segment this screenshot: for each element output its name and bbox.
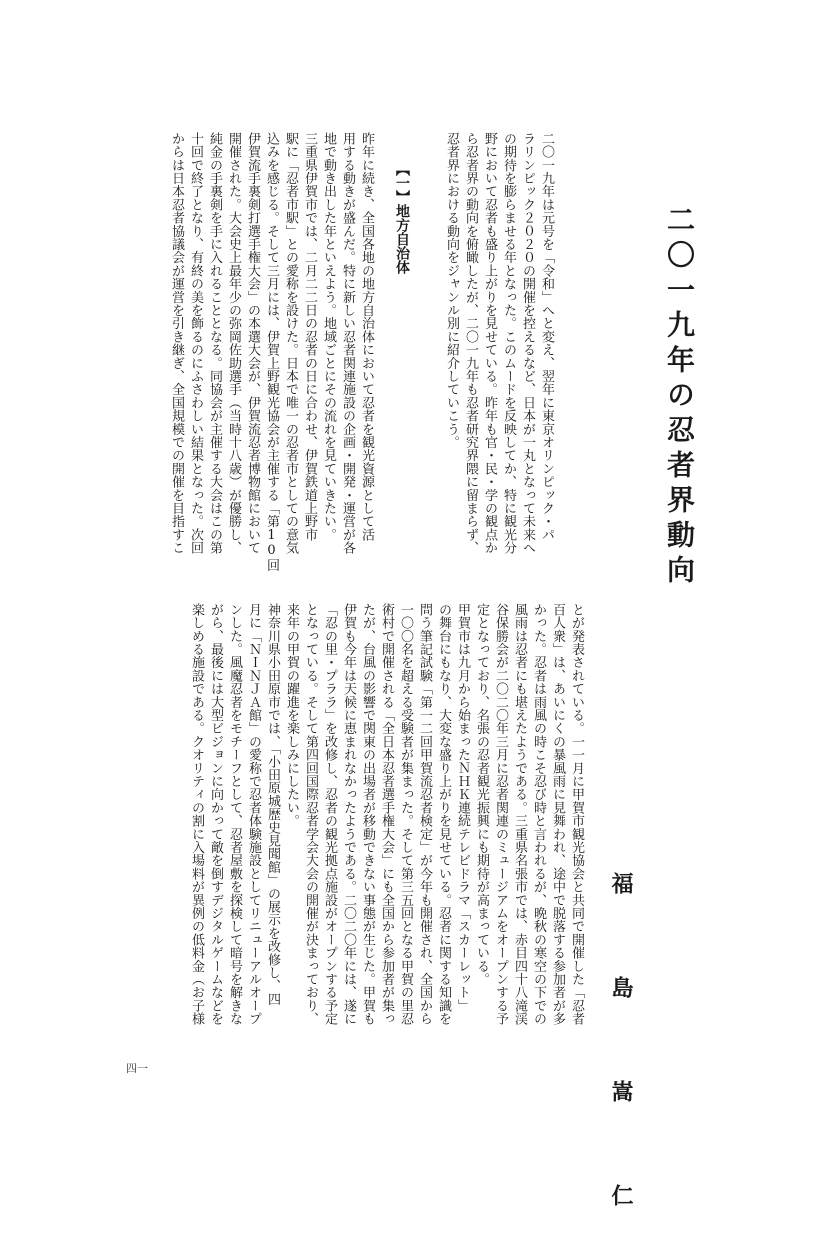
body-line: 用する動きが盛んだ。特に新しい忍者関連施設の企画・開発・運営が各 [340,132,355,555]
body-line: 術村で開催される「全日本忍者選手権大会」にも全国から参加者が集っ [379,603,394,1026]
intro-line: 野において忍者も盛り上がりを見せている。昨年も官・民・学の観点か [482,132,497,555]
body-line: 地で動き出した年といえよう。地域ごとにその流れを見ていきたい。 [321,132,336,542]
body-line: 駅に「忍者市駅」との愛称を設けた。日本で唯一の忍者市としての意気 [283,132,298,555]
body-line: 十回で終了となり、有終の美を飾るのにふさわしい結果となった。次回 [188,132,203,555]
intro-line: ラリンピック２０２０の開催を控えるなど、日本が一丸となって未来へ [520,132,535,555]
body-line: 定となっており、名張の忍者観光振興にも期待が高まっている。 [474,603,489,986]
body-line: 月に「ＮＩＮＪＡ館」の愛称で忍者体験施設としてリニューアルオープ [246,603,261,1026]
body-line: ンした。風魔忍者をモチーフとして、忍者屋敷を探検して暗号を解きな [227,603,242,1026]
body-line: 百人衆」は、あいにくの暴風雨に見舞われ、途中で脱落する参加者が多 [550,603,565,1026]
body-line: 昨年に続き、全国各地の地方自治体において忍者を観光資源として活 [359,132,374,542]
body-line: 一〇〇名を超える受験者が集まった。そして第三五回となる甲賀の里忍 [398,603,413,1026]
body-line: かった。忍者は雨風の時こそ忍び時と言われるが、晩秋の寒空の下での [531,603,546,1026]
body-line: 伊賀も今年は天候に恵まれなかったようである。二〇二〇年には、遂に [341,603,356,1026]
body-line: 風雨は忍者にも堪えたようである。三重県名張市では、赤目四十八滝渓 [512,603,527,1026]
body-line: の舞台にもなり、大変な盛り上がりを見せている。忍者に関する知識を [436,603,451,1026]
body-line: がら、最後には大型ビジョンに向かって敵を倒すデジタルゲームなどを [208,603,223,1026]
author-name: 福 島 嵩 仁 [608,872,634,1234]
body-line: となっている。そして第四回国際忍者学会大会の開催が決まっており、 [303,603,318,1026]
body-line: 込みを感じる。そして三月には、伊賀上野観光協会が主催する「第10回 [264,132,279,572]
body-line: 来年の甲賀の躍進を楽しみにしたい。 [284,603,299,828]
body-line: からは日本忍者協議会が運営を引き継ぎ、全国規模での開催を目指すこ [169,132,184,555]
body-line: 楽しめる施設である。クオリティの割に入場料が異例の低料金（お子様 [189,603,204,1026]
body-line: 谷保勝会が二〇二〇年三月に忍者関連のミュージアムをオープンする予 [493,603,508,1026]
body-line: 三重県伊賀市では、二月二二日の忍者の日に合わせ、伊賀鉄道上野市 [302,132,317,542]
body-line: 「忍の里・プララ」を改修し、忍者の観光拠点施設がオープンする予定 [322,603,337,1026]
body-line: 問う筆記試験「第一二回甲賀流忍者検定」が今年も開催され、全国から [417,603,432,1026]
body-line: 純金の手裏剣を手に入れることとなる。同協会が主催する大会はこの第 [207,132,222,555]
article-title: 二〇一九年の忍者界動向 [663,205,696,590]
body-line: 甲賀市は九月から始まったＮＨＫ連続テレビドラマ「スカーレット」 [455,603,470,1013]
intro-line: 忍者界における動向をジャンル別に紹介していこう。 [444,132,459,449]
body-line: 伊賀流手裏剣打選手権大会」の本選大会が、伊賀流忍者博物館において [245,132,260,555]
section-heading: 【一】地方自治体 [394,162,410,274]
page-number: 四一 [126,1062,148,1075]
intro-line: ら忍者界の動向を俯瞰したが、二〇一九年も忍者研究界隈に留まらず、 [463,132,478,555]
intro-line: の期待を膨らませる年となった。このムードを反映してか、特に観光分 [501,132,516,555]
body-line: 神奈川県小田原市では、「小田原城歴史見聞館」の展示を改修し、四 [265,603,280,1006]
body-line: 開催された。大会史上最年少の弥岡佐助選手（当時十八歳）が優勝し、 [226,132,241,555]
intro-line: 二〇一九年は元号を「令和」へと変え、翌年に東京オリンピック・パ [539,132,554,542]
body-line: たが、台風の影響で関東の出場者が移動できない事態が生じた。甲賀も [360,603,375,1026]
body-line: とが発表されている。一一月に甲賀市観光協会と共同で開催した「忍者 [569,603,584,1026]
